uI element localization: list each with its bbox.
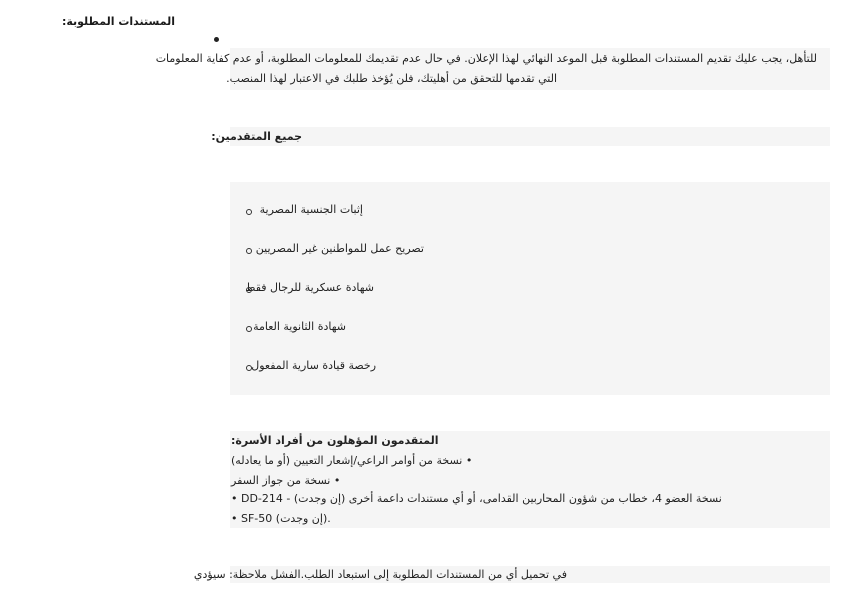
family-line-text: • SF-50 (إن وجدت). <box>231 512 331 525</box>
note-text: في تحميل أي من المستندات المطلوبة إلى استبعاد الطلب.الفشل ملاحظة: سيؤدي <box>193 568 567 581</box>
section-title: المستندات المطلوبة: <box>61 15 175 28</box>
list-item-text: شهادة الثانوية العامة <box>253 320 346 333</box>
family-line-text: • DD-214 - نسخة العضو 4، خطاب من شؤون المحاربين القدامى، أو أي مستندات داعمة أخرى (إن وجدت) <box>231 492 722 505</box>
family-line <box>231 492 722 505</box>
all-applicants-list <box>230 182 830 395</box>
list-item-text: إثبات الجنسية المصرية <box>259 203 363 216</box>
hollow-bullet-icon <box>246 209 252 215</box>
bullet-dot <box>214 37 219 42</box>
note-box <box>193 566 830 583</box>
all-applicants-heading-box <box>211 127 830 146</box>
list-item-text: شهادة عسكرية للرجال فقط <box>245 281 374 294</box>
hollow-bullet-icon <box>246 248 252 254</box>
intro-paragraph <box>155 48 830 90</box>
list-item <box>230 359 830 375</box>
list-item <box>230 320 830 336</box>
hollow-bullet-icon <box>246 365 252 371</box>
intro-line-2: التي تقدمها للتحقق من أهليتك، فلن يُؤخذ طلبك في الاعتبار لهذا المنصب. <box>226 72 557 85</box>
all-applicants-heading: جميع المتقدمين: <box>211 130 302 143</box>
list-item <box>230 281 830 297</box>
list-item <box>230 242 830 258</box>
hollow-bullet-icon <box>246 326 252 332</box>
family-line <box>231 512 331 525</box>
hollow-bullet-icon <box>246 287 252 293</box>
family-line: • نسخة من جواز السفر <box>231 474 341 487</box>
family-members-section <box>230 431 830 528</box>
list-item-text: تصريح عمل للمواطنين غير المصريين <box>255 242 424 255</box>
list-item <box>230 203 830 219</box>
intro-line-1: للتأهل، يجب عليك تقديم المستندات المطلوبة قبل الموعد النهائي لهذا الإعلان. في حال عدم تقديمك للمعلومات المطلوبة، أو عدم كفاية المعلومات <box>155 52 817 65</box>
family-line: • نسخة من أوامر الراعي/إشعار التعيين (أو ما يعادله) <box>231 454 473 467</box>
list-item-text: رخصة قيادة سارية المفعول <box>251 359 376 372</box>
family-members-heading: المتقدمون المؤهلون من أفراد الأسرة: <box>231 434 439 447</box>
